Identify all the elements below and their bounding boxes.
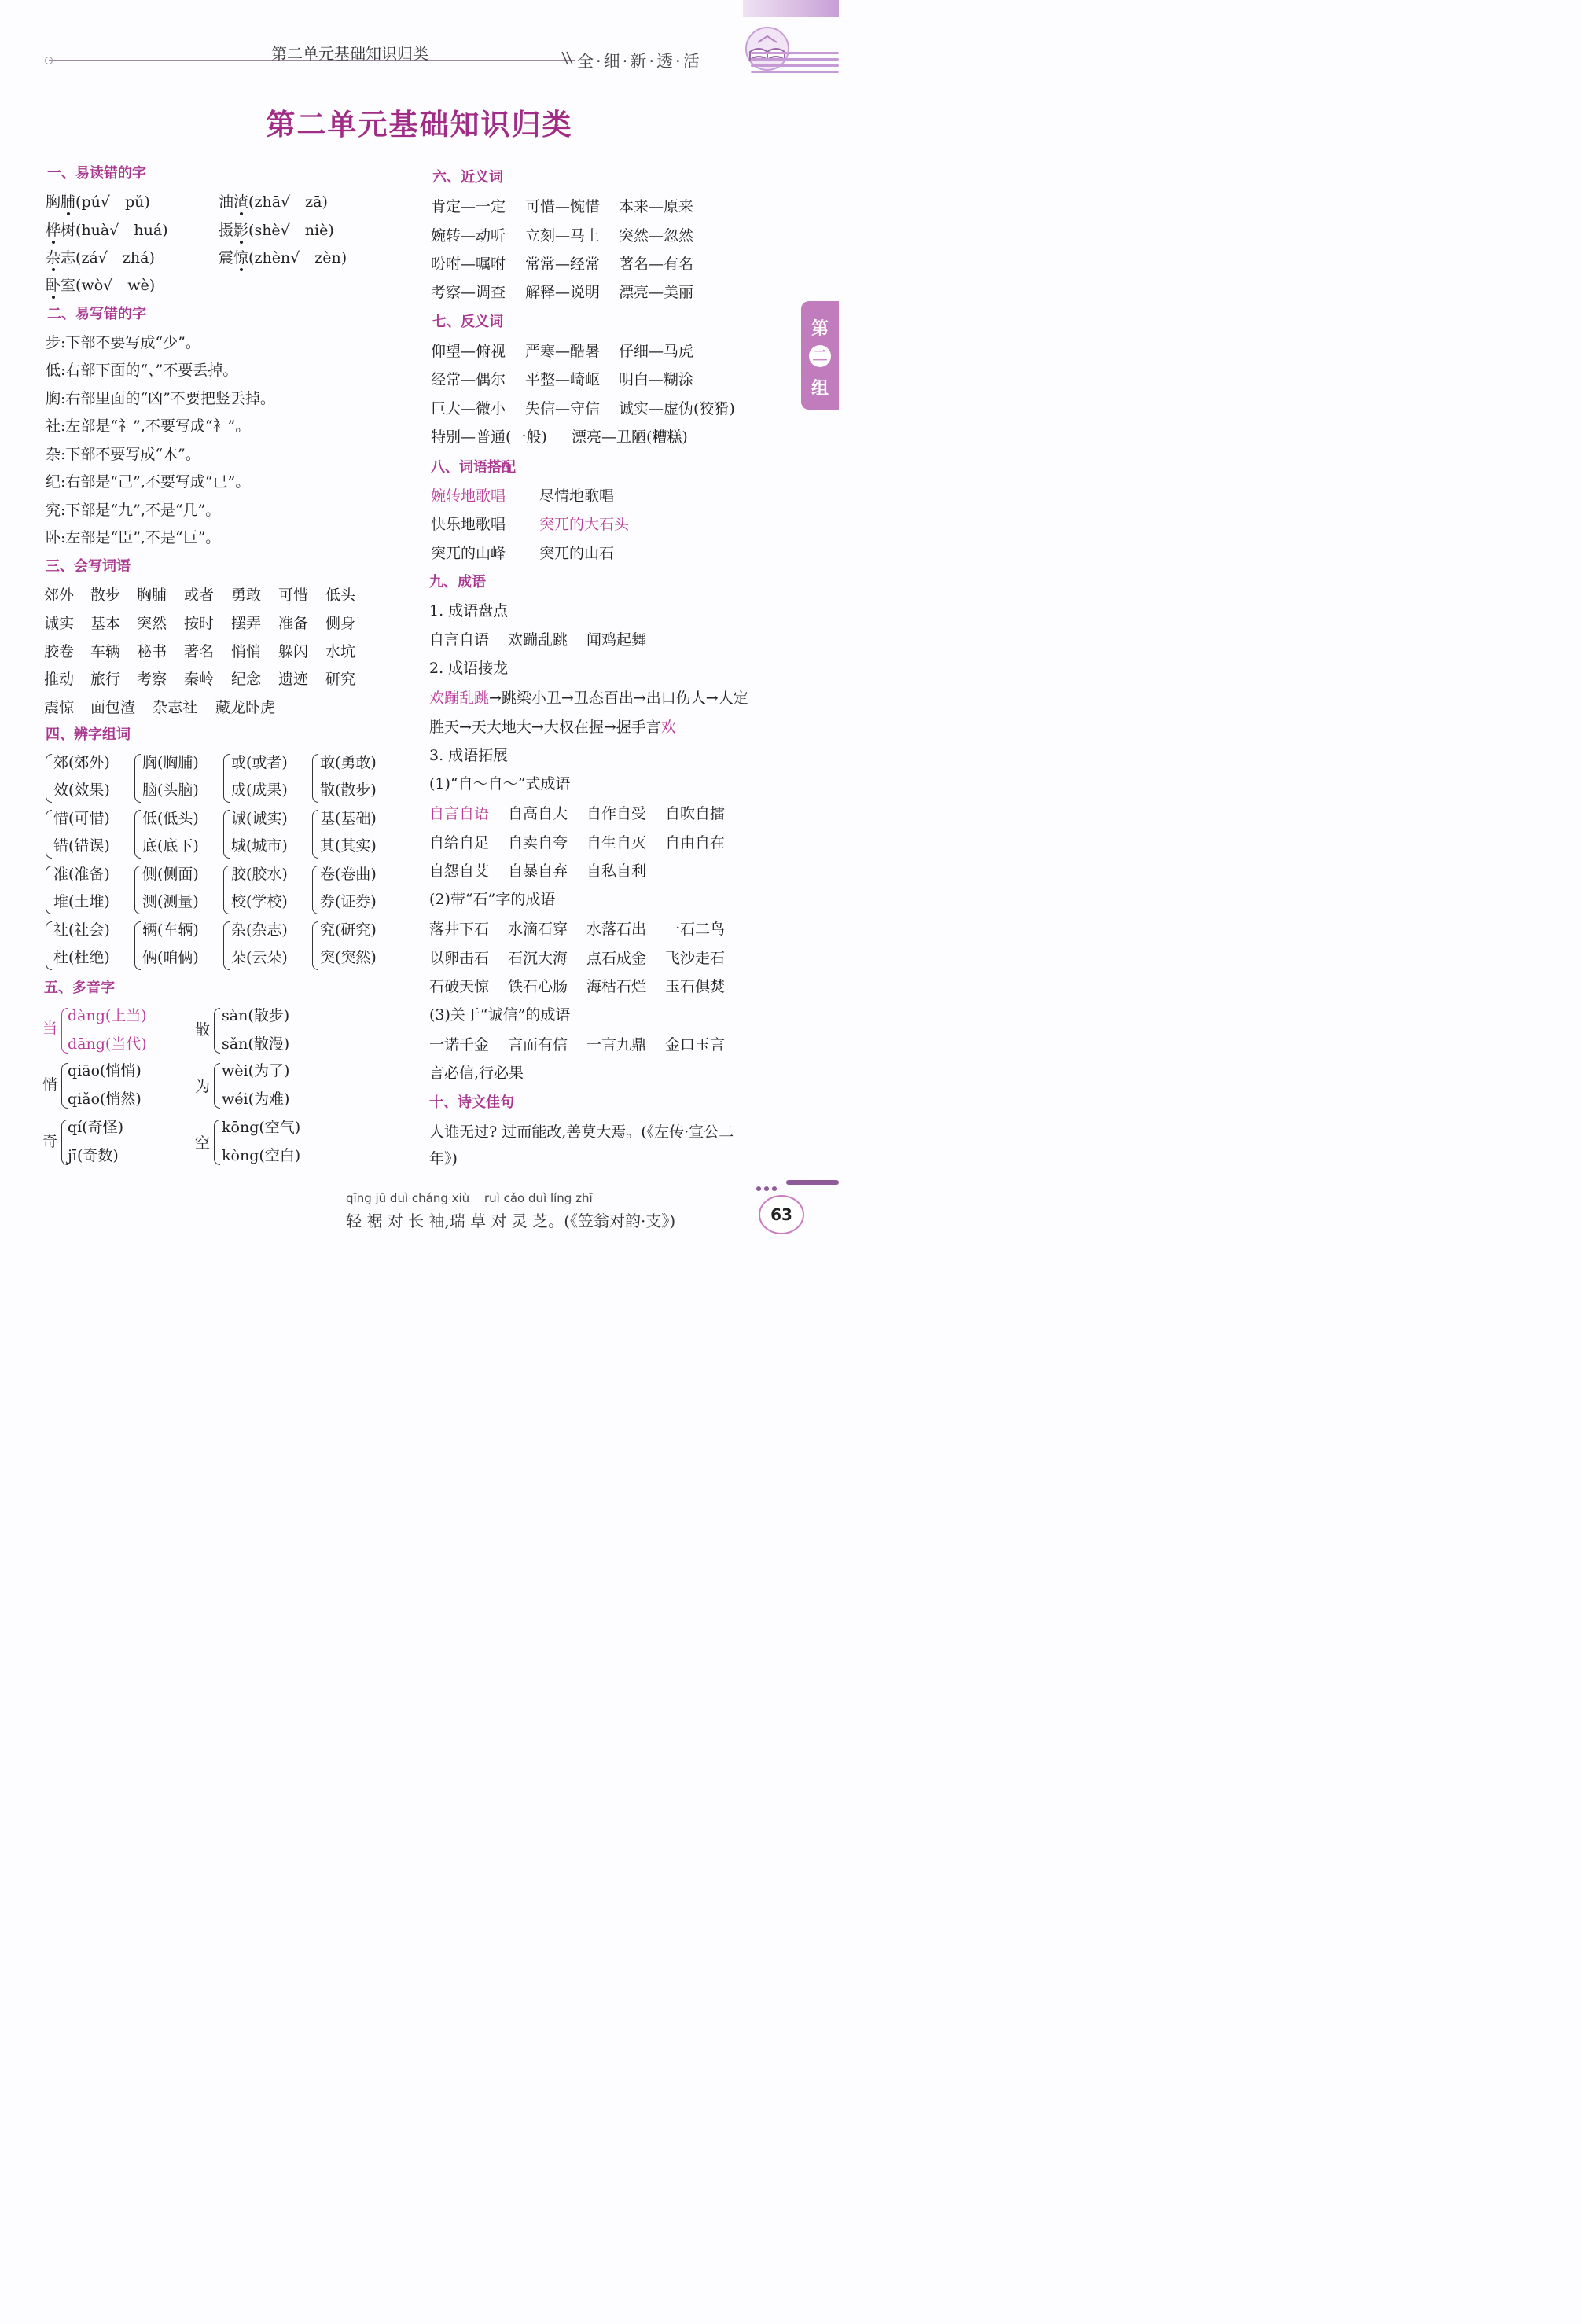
vocab-word: 藏龙卧虎 [215, 699, 276, 716]
vocab-word: 散步 [90, 587, 121, 604]
compare-word: 诚(诚实) [231, 810, 288, 827]
pronunciation-item: 杂志(zá√ zhá) [46, 246, 155, 267]
vocab-word: 可惜 [278, 587, 309, 604]
compare-word: 散(散步) [320, 781, 377, 799]
idiom: 言而有信 [508, 1036, 568, 1054]
quote-line: 年》) [429, 1150, 458, 1168]
compare-word: 胸(胸脯) [142, 754, 199, 771]
polyphone-reading: kōng(空气) [222, 1119, 301, 1136]
group-side-tab [801, 301, 839, 410]
polyphone-char: 当 [42, 1020, 58, 1037]
idiom: 一石二鸟 [665, 921, 726, 938]
synonym-pair: 可惜—惋惜 [525, 198, 601, 215]
writing-note: 纪:右部是“己”,不要写成“已”。 [46, 473, 251, 491]
polyphone-char: 为 [195, 1078, 211, 1095]
polyphone-reading: wèi(为了) [222, 1062, 290, 1079]
collocation: 尽情地歌唱 [539, 487, 615, 505]
polyphone-char: 散 [195, 1021, 211, 1039]
vocab-word: 按时 [184, 615, 215, 632]
brace [223, 754, 230, 803]
synonym-pair: 考察—调查 [431, 284, 506, 301]
writing-note: 低:右部下面的“、”不要丢掉。 [46, 362, 238, 379]
antonym-pair: 明白—糊涂 [619, 371, 694, 388]
brace [61, 1120, 68, 1165]
compare-word: 测(测量) [142, 893, 199, 910]
idiom: 自私自利 [586, 862, 647, 880]
side-tab-number: 二 [809, 345, 831, 367]
writing-note: 步:下部不要写成“少”。 [46, 334, 200, 351]
vocab-word: 考察 [137, 671, 167, 688]
antonym-pair: 平整—崎岖 [525, 371, 601, 388]
side-tab-top: 第 [811, 319, 829, 339]
polyphone-reading: qiāo(悄悄) [68, 1062, 142, 1079]
synonym-pair: 本来—原来 [619, 198, 694, 215]
idiom: 自怨自艾 [429, 862, 490, 880]
polyphone-reading: dàng(上当) [68, 1007, 147, 1024]
idiom: 金口玉言 [665, 1036, 726, 1054]
collocation: 婉转地歌唱 [431, 487, 506, 505]
idiom-chain-line-2: 胜天→天大地大→大权在握→握手言欢 [429, 719, 676, 736]
collocation: 突兀的山石 [539, 545, 615, 562]
brace [134, 921, 141, 970]
compare-word: 朵(云朵) [231, 949, 288, 966]
vocab-word: 纪念 [231, 671, 262, 688]
compare-word: 或(或者) [231, 754, 288, 771]
collocation: 快乐地歌唱 [431, 516, 506, 533]
compare-word: 错(错误) [53, 837, 110, 855]
slogan: 全·细·新·透·活 [577, 52, 702, 71]
vocab-word: 突然 [137, 615, 167, 632]
compare-word: 低(低头) [142, 810, 199, 827]
compare-word: 杜(杜绝) [53, 949, 110, 966]
vocab-word: 推动 [44, 671, 75, 688]
idiom: 水落石出 [586, 921, 647, 938]
header-deco-lines [751, 52, 839, 79]
idiom: 言必信,行必果 [429, 1065, 524, 1082]
section-title-6: 六、近义词 [432, 169, 503, 186]
antonym-pair: 特别—普通(一般) [431, 428, 547, 446]
idiom: 自言自语 [429, 805, 490, 822]
brace [312, 921, 318, 970]
idiom: 自高自大 [508, 805, 568, 822]
polyphone-reading: sǎn(散漫) [222, 1035, 290, 1053]
polyphone-reading: sàn(散步) [222, 1007, 290, 1024]
synonym-pair: 婉转—动听 [431, 227, 506, 245]
section-title-3: 三、会写词语 [46, 558, 131, 575]
idiom: 自卖自夸 [508, 834, 568, 851]
vocab-word: 胸脯 [137, 587, 167, 604]
compare-word: 底(底下) [142, 837, 199, 855]
section-title-10: 十、诗文佳句 [429, 1094, 514, 1111]
brace [46, 866, 52, 914]
page-title: 第二单元基础知识归类 [266, 108, 573, 142]
brace [214, 1063, 220, 1109]
polyphone-char: 空 [195, 1134, 211, 1152]
polyphone-reading: jī(奇数) [68, 1147, 119, 1164]
brace [223, 810, 230, 859]
compare-word: 基(基础) [320, 810, 377, 827]
idiom-chain-line-1: 欢蹦乱跳→跳梁小丑→丑态百出→出口伤人→人定 [429, 689, 748, 707]
section-title-5: 五、多音字 [44, 980, 115, 996]
idiom: 一言九鼎 [586, 1036, 647, 1054]
idiom: 自由自在 [665, 834, 726, 851]
vocab-word: 旅行 [90, 671, 121, 688]
vocab-word: 低头 [325, 587, 356, 604]
antonym-pair: 仔细—马虎 [619, 343, 694, 360]
brace [61, 1008, 68, 1054]
collocation: 突兀的大石头 [539, 516, 630, 533]
idiom-subheading: (1)“自～自～”式成语 [429, 775, 571, 792]
footer-dots [756, 1179, 780, 1194]
polyphone-char: 悄 [42, 1076, 58, 1094]
compare-word: 效(效果) [53, 781, 110, 799]
idiom: 自生自灭 [586, 834, 647, 851]
polyphone-reading: kòng(空白) [222, 1147, 301, 1164]
writing-note: 究:下部是“九”,不是“几”。 [46, 502, 221, 519]
idiom: 自吹自擂 [665, 805, 726, 822]
compare-word: 卷(卷曲) [320, 866, 377, 883]
compare-word: 券(证券) [320, 893, 377, 910]
idiom: 海枯石烂 [586, 978, 647, 995]
synonym-pair: 吩咐—嘱咐 [431, 256, 506, 273]
section-title-2: 二、易写错的字 [47, 306, 146, 322]
brace [134, 866, 141, 914]
vocab-word: 遗迹 [278, 671, 309, 688]
compare-word: 突(突然) [320, 949, 377, 966]
synonym-pair: 常常—经常 [525, 256, 601, 273]
brace [46, 921, 52, 970]
section-title-9: 九、成语 [429, 574, 486, 590]
compare-word: 俩(咱俩) [142, 949, 199, 966]
polyphone-reading: qí(奇怪) [68, 1119, 124, 1136]
idiom: 石沉大海 [508, 950, 568, 967]
synonym-pair: 立刻—马上 [525, 227, 601, 245]
idiom: 落井下石 [429, 921, 490, 938]
idiom: 点石成金 [586, 950, 647, 967]
antonym-pair: 漂亮—丑陋(糟糕) [572, 428, 688, 446]
brace [312, 754, 318, 803]
idiom: 闻鸡起舞 [586, 631, 647, 649]
idiom-subheading: 2. 成语接龙 [429, 660, 509, 677]
page-number: 63 [759, 1195, 804, 1234]
compare-word: 胶(胶水) [231, 866, 288, 883]
writing-note: 胸:右部里面的“凶”不要把竖丢掉。 [46, 390, 275, 407]
writing-note: 社:左部是“礻”,不要写成“衤”。 [46, 417, 251, 435]
side-tab-bottom: 组 [811, 379, 829, 399]
vocab-word: 秦岭 [184, 671, 215, 688]
polyphone-char: 奇 [42, 1133, 58, 1150]
idiom: 水滴石穿 [508, 921, 568, 938]
polyphone-reading: wéi(为难) [222, 1090, 290, 1108]
polyphone-reading: dāng(当代) [68, 1035, 147, 1053]
vocab-word: 郊外 [44, 587, 75, 604]
synonym-pair: 著名—有名 [619, 256, 694, 273]
brace [214, 1008, 220, 1054]
antonym-pair: 仰望—俯视 [431, 343, 506, 360]
footer-bar [786, 1180, 839, 1185]
compare-word: 城(城市) [231, 837, 288, 855]
vocab-word: 侧身 [325, 615, 356, 632]
quote-line: 人谁无过? 过而能改,善莫大焉。(《左传·宣公二 [429, 1123, 734, 1141]
idiom-subheading: 1. 成语盘点 [429, 602, 509, 620]
compare-word: 成(成果) [231, 781, 288, 799]
vocab-word: 诚实 [44, 615, 75, 632]
antonym-pair: 经常—偶尔 [431, 371, 506, 388]
section-title-8: 八、词语搭配 [431, 459, 516, 476]
antonym-pair: 严寒—酷暑 [525, 343, 601, 360]
vocab-word: 车辆 [90, 643, 121, 660]
footer-pinyin-left: qīng jū duì cháng xiù [346, 1191, 470, 1205]
vocab-word: 躲闪 [278, 643, 309, 660]
idiom: 自暴自弃 [508, 862, 568, 880]
pronunciation-item: 胸脯(pú√ pǔ) [46, 190, 150, 211]
corner-gradient [743, 0, 839, 17]
compare-word: 究(研究) [320, 921, 377, 939]
brace [223, 921, 230, 970]
idiom: 自作自受 [586, 805, 647, 822]
synonym-pair: 肯定—一定 [431, 198, 506, 215]
header-dot [45, 57, 53, 64]
idiom: 石破天惊 [429, 978, 490, 995]
idiom: 自言自语 [429, 631, 490, 649]
vocab-word: 面包渣 [90, 699, 136, 716]
idiom-subheading: 3. 成语拓展 [429, 747, 509, 764]
collocation: 突兀的山峰 [431, 545, 506, 562]
vocab-word: 研究 [325, 671, 356, 688]
slash-mark-icon [560, 50, 575, 66]
pronunciation-item: 卧室(wò√ wè) [46, 274, 155, 295]
idiom: 玉石俱焚 [665, 978, 726, 995]
brace [46, 810, 52, 859]
vocab-word: 摆弄 [231, 615, 262, 632]
compare-word: 堆(土堆) [53, 893, 110, 910]
brace [223, 866, 230, 914]
idiom: 铁石心肠 [508, 978, 568, 995]
vocab-word: 秘书 [137, 643, 167, 660]
running-title: 第二单元基础知识归类 [271, 44, 428, 63]
vocab-word: 水坑 [325, 643, 356, 660]
pronunciation-item: 油渣(zhā√ zā) [219, 190, 328, 211]
idiom: 飞沙走石 [665, 950, 726, 967]
synonym-pair: 漂亮—美丽 [619, 284, 694, 301]
brace [134, 754, 141, 803]
footer-couplet: 轻 裾 对 长 袖,瑞 草 对 灵 芝。(《笠翁对韵·支》) [346, 1212, 676, 1230]
vocab-word: 著名 [184, 643, 215, 660]
antonym-pair: 巨大—微小 [431, 400, 506, 417]
idiom: 欢蹦乱跳 [508, 631, 568, 649]
compare-word: 敢(勇敢) [320, 754, 377, 771]
idiom-subheading: (3)关于“诚信”的成语 [429, 1006, 571, 1024]
brace [134, 810, 141, 859]
synonym-pair: 解释—说明 [525, 284, 601, 301]
vocab-word: 杂志社 [153, 699, 198, 716]
idiom: 自给自足 [429, 834, 490, 851]
vocab-word: 或者 [184, 587, 215, 604]
antonym-pair: 失信—守信 [525, 400, 601, 417]
compare-word: 郊(郊外) [53, 754, 110, 771]
section-title-4: 四、辨字组词 [46, 726, 131, 743]
compare-word: 杂(杂志) [231, 921, 288, 939]
polyphone-reading: qiǎo(悄然) [68, 1090, 142, 1108]
pronunciation-item: 摄影(shè√ niè) [219, 219, 334, 240]
synonym-pair: 突然—忽然 [619, 227, 694, 245]
brace [61, 1063, 68, 1109]
pronunciation-item: 震惊(zhèn√ zèn) [219, 246, 347, 267]
footer-pinyin-right: ruì cǎo duì líng zhī [484, 1191, 593, 1205]
antonym-pair: 诚实—虚伪(狡猾) [619, 400, 735, 417]
section-title-1: 一、易读错的字 [47, 165, 146, 182]
writing-note: 杂:下部不要写成“木”。 [46, 446, 200, 463]
compare-word: 社(社会) [53, 921, 110, 939]
compare-word: 准(准备) [53, 866, 110, 883]
vocab-word: 基本 [90, 615, 121, 632]
brace [312, 810, 318, 859]
compare-word: 脑(头脑) [142, 781, 199, 799]
vocab-word: 准备 [278, 615, 309, 632]
pronunciation-item: 桦树(huà√ huá) [46, 219, 168, 240]
compare-word: 侧(侧面) [142, 866, 199, 883]
brace [46, 754, 52, 803]
idiom: 以卵击石 [429, 950, 490, 967]
brace [312, 866, 318, 914]
compare-word: 惜(可惜) [53, 810, 110, 827]
brace [214, 1120, 220, 1165]
vocab-word: 震惊 [44, 699, 75, 716]
vocab-word: 勇敢 [231, 587, 262, 604]
writing-note: 卧:左部是“臣”,不是“巨”。 [46, 529, 221, 546]
compare-word: 其(其实) [320, 837, 377, 855]
section-title-7: 七、反义词 [432, 314, 503, 330]
idiom: 一诺千金 [429, 1036, 490, 1054]
idiom-subheading: (2)带“石”字的成语 [429, 891, 556, 908]
compare-word: 校(学校) [231, 893, 288, 910]
vocab-word: 悄悄 [231, 643, 262, 660]
vocab-word: 胶卷 [44, 643, 75, 660]
compare-word: 辆(车辆) [142, 921, 199, 939]
